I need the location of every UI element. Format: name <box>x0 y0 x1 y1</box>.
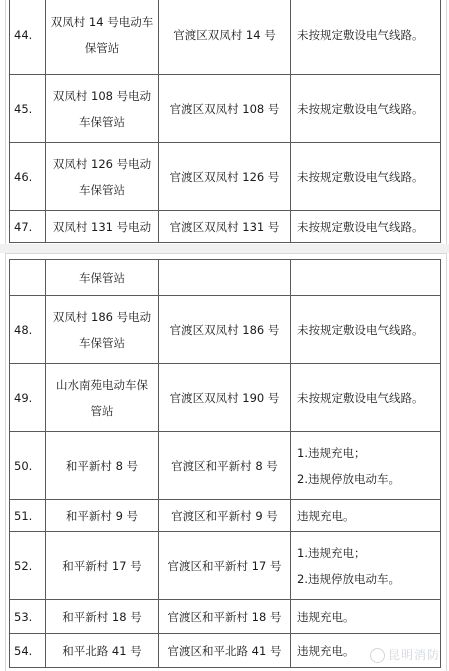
site-name-line: 双凤村 108 号电动 <box>52 88 152 103</box>
inspection-table-page-2 <box>9 259 441 668</box>
inspection-table-page-1 <box>9 0 441 243</box>
site-address: 官渡区和平新村 17 号 <box>159 532 291 600</box>
site-name-line: 和平新村 9 号 <box>65 508 139 523</box>
issue-text: 未按规定敷设电气线路。 <box>291 296 441 364</box>
row-number: 44. <box>10 0 46 75</box>
issue-text <box>291 532 441 600</box>
site-address: 官渡区双凤村 126 号 <box>159 143 291 211</box>
table-row <box>10 432 441 500</box>
site-name <box>46 500 159 532</box>
site-name <box>46 75 159 143</box>
site-name-line: 车保管站 <box>79 335 125 350</box>
site-name <box>46 634 159 668</box>
site-name <box>46 364 159 432</box>
issue-text: 未按规定敷设电气线路。 <box>291 211 441 243</box>
table-row <box>10 500 441 532</box>
issue-text: 违规充电。 <box>291 600 441 634</box>
site-address: 官渡区和平北路 41 号 <box>159 634 291 668</box>
site-name <box>46 296 159 364</box>
watermark-text: 昆明消防 <box>387 648 440 662</box>
site-address: 官渡区双凤村 131 号 <box>159 211 291 243</box>
table-row <box>10 600 441 634</box>
site-address: 官渡区双凤村 190 号 <box>159 364 291 432</box>
document-page-1 <box>5 0 447 245</box>
site-name-line: 车保管站 <box>79 114 125 129</box>
site-name-line: 车保管站 <box>79 270 125 285</box>
site-address: 官渡区和平新村 18 号 <box>159 600 291 634</box>
site-name-line: 双凤村 126 号电动 <box>52 156 152 171</box>
site-name <box>46 432 159 500</box>
site-name-line: 和平北路 41 号 <box>62 643 142 658</box>
site-name-line: 和平新村 18 号 <box>62 609 142 624</box>
issue-text: 未按规定敷设电气线路。 <box>291 75 441 143</box>
site-address: 官渡区和平新村 8 号 <box>159 432 291 500</box>
issue-line: 1.违规充电； <box>297 445 366 460</box>
row-number: 50. <box>10 432 46 500</box>
site-name <box>46 260 159 296</box>
row-number: 52. <box>10 532 46 600</box>
site-name <box>46 0 159 75</box>
watermark-logo-icon <box>370 648 385 663</box>
issue-text: 未按规定敷设电气线路。 <box>291 0 441 75</box>
table-row <box>10 75 441 143</box>
row-number: 54. <box>10 634 46 668</box>
table-row <box>10 260 441 296</box>
row-number: 48. <box>10 296 46 364</box>
issue-text: 未按规定敷设电气线路。 <box>291 143 441 211</box>
row-number: 46. <box>10 143 46 211</box>
site-name <box>46 143 159 211</box>
site-address: 官渡区双凤村 108 号 <box>159 75 291 143</box>
issue-line: 2.违规停放电动车。 <box>297 471 400 486</box>
site-name-line: 保管站 <box>84 40 120 55</box>
site-address <box>159 260 291 296</box>
issue-text: 未按规定敷设电气线路。 <box>291 364 441 432</box>
table-row <box>10 143 441 211</box>
table-row <box>10 211 441 243</box>
site-name <box>46 600 159 634</box>
site-name <box>46 211 159 243</box>
site-name-line: 双凤村 131 号电动 <box>52 219 152 234</box>
table-row <box>10 296 441 364</box>
issue-line: 2.违规停放电动车。 <box>297 571 400 586</box>
site-name-line: 双凤村 14 号电动车 <box>50 14 154 29</box>
site-name-line: 车保管站 <box>79 182 125 197</box>
row-number: 51. <box>10 500 46 532</box>
site-name-line: 双凤村 186 号电动 <box>52 309 152 324</box>
site-name-line: 山水南苑电动车保 <box>56 377 148 392</box>
issue-text <box>291 432 441 500</box>
table-row <box>10 532 441 600</box>
document-page-2 <box>5 253 447 671</box>
issue-line: 1.违规充电； <box>297 545 366 560</box>
row-number: 49. <box>10 364 46 432</box>
site-name-line: 和平新村 17 号 <box>62 558 142 573</box>
page-gap <box>0 244 449 253</box>
issue-text: 违规充电。 <box>291 500 441 532</box>
row-number <box>10 260 46 296</box>
site-address: 官渡区和平新村 9 号 <box>159 500 291 532</box>
row-number: 47. <box>10 211 46 243</box>
site-address: 官渡区双凤村 186 号 <box>159 296 291 364</box>
site-name-line: 和平新村 8 号 <box>65 458 139 473</box>
site-name-line: 管站 <box>90 403 114 418</box>
table-row <box>10 0 441 75</box>
site-address: 官渡区双凤村 14 号 <box>159 0 291 75</box>
table-row <box>10 364 441 432</box>
row-number: 53. <box>10 600 46 634</box>
row-number: 45. <box>10 75 46 143</box>
watermark <box>370 646 440 663</box>
issue-text <box>291 260 441 296</box>
site-name <box>46 532 159 600</box>
issue-text: 违规充电。 <box>291 634 441 668</box>
